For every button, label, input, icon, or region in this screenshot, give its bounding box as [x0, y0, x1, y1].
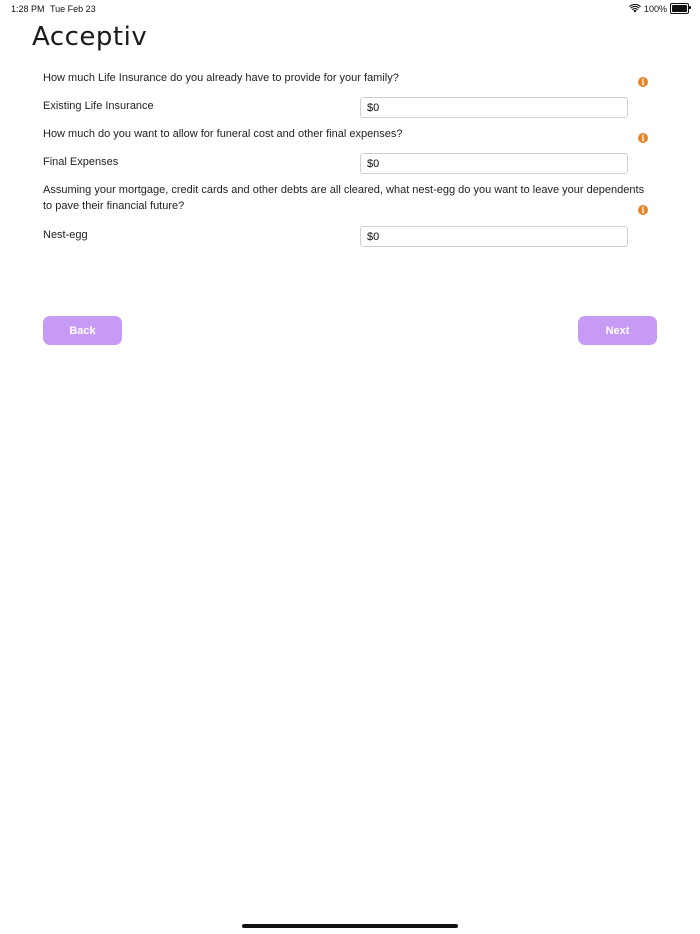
home-indicator[interactable]	[242, 924, 458, 928]
battery-percentage: 100%	[643, 3, 667, 14]
info-icon[interactable]: i	[638, 133, 648, 143]
final-expenses-input[interactable]	[360, 153, 628, 174]
status-indicators	[629, 3, 689, 14]
existing-life-insurance-input[interactable]	[360, 97, 628, 118]
label-existing-life-insurance: Existing Life Insurance	[43, 100, 154, 112]
info-icon[interactable]: i	[638, 205, 648, 215]
label-final-expenses: Final Expenses	[43, 156, 119, 168]
status-date: Tue Feb 23	[50, 4, 96, 14]
next-button[interactable]: Next	[578, 316, 657, 345]
question-final-expenses: How much do you want to allow for funeral cost and other final expenses?	[43, 128, 403, 140]
brand-logo: Acceptiv	[32, 22, 148, 52]
status-bar	[0, 0, 700, 18]
info-icon[interactable]: i	[638, 77, 648, 87]
nest-egg-input[interactable]	[360, 226, 628, 247]
question-nest-egg: Assuming your mortgage, credit cards and other debts are all cleared, what nest-egg do you want to leave your dependents to pave their financial future?	[43, 184, 645, 212]
question-existing-life-insurance: How much Life Insurance do you already have to provide for your family?	[43, 72, 399, 84]
label-nest-egg: Nest-egg	[43, 229, 88, 241]
battery-icon	[670, 3, 689, 14]
status-time: 1:28 PM	[11, 4, 45, 14]
back-button[interactable]: Back	[43, 316, 122, 345]
wifi-icon	[629, 4, 641, 13]
